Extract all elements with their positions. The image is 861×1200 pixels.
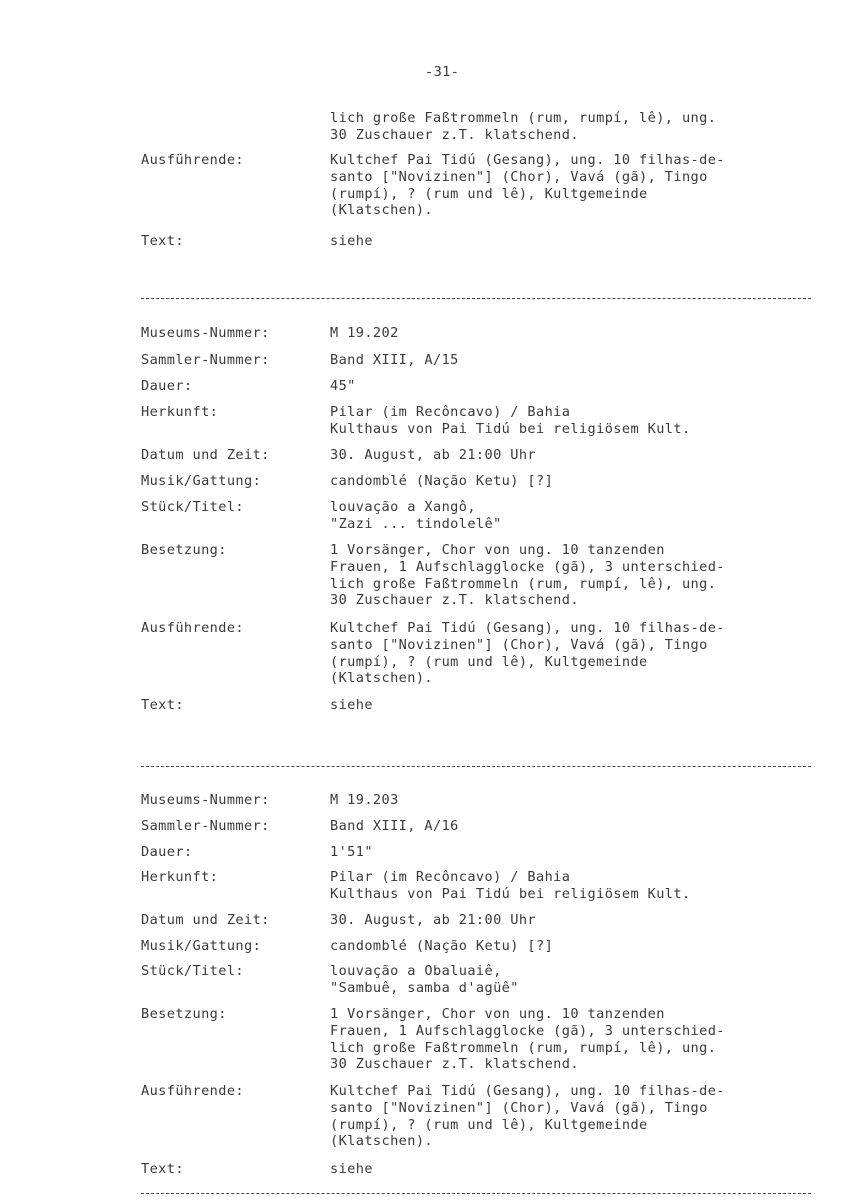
museum-number-value: M 19.203 xyxy=(330,792,399,808)
museum-number-label: Museums-Nummer: xyxy=(141,792,270,808)
sammler-number-label: Sammler-Nummer: xyxy=(141,352,270,368)
separator-line xyxy=(141,298,811,299)
datum-value: 30. August, ab 21:00 Uhr xyxy=(330,912,537,928)
ausfuehrende-value: Kultchef Pai Tidú (Gesang), ung. 10 filhas-de- santo ["Novizinen"] (Chor), Vavá (gã), Tingo (rumpí), ? (rum und lê), Kultgemeinde (Klatschen). xyxy=(330,152,725,219)
gattung-value: candomblé (Nação Ketu) [?] xyxy=(330,938,554,954)
text-value: siehe xyxy=(330,1161,373,1177)
separator-line xyxy=(141,1193,811,1194)
separator-line xyxy=(141,766,811,767)
herkunft-value: Pilar (im Recôncavo) / Bahia Kulthaus von Pai Tidú bei religiösem Kult. xyxy=(330,869,691,902)
besetzung-label: Besetzung: xyxy=(141,1006,227,1022)
titel-value: louvação a Obaluaiê, "Sambuê, samba d'agüê" xyxy=(330,963,519,996)
museum-number-value: M 19.202 xyxy=(330,325,399,341)
dauer-value: 1'51" xyxy=(330,844,373,860)
ausfuehrende-label: Ausführende: xyxy=(141,1083,245,1099)
dauer-label: Dauer: xyxy=(141,844,193,860)
datum-label: Datum und Zeit: xyxy=(141,447,270,463)
dauer-label: Dauer: xyxy=(141,378,193,394)
titel-label: Stück/Titel: xyxy=(141,499,245,515)
gattung-value: candomblé (Nação Ketu) [?] xyxy=(330,473,554,489)
dauer-value: 45" xyxy=(330,378,356,394)
datum-value: 30. August, ab 21:00 Uhr xyxy=(330,447,537,463)
herkunft-label: Herkunft: xyxy=(141,404,219,420)
gattung-label: Musik/Gattung: xyxy=(141,473,262,489)
besetzung-label: Besetzung: xyxy=(141,542,227,558)
herkunft-label: Herkunft: xyxy=(141,869,219,885)
sammler-number-label: Sammler-Nummer: xyxy=(141,818,270,834)
besetzung-value: 1 Vorsänger, Chor von ung. 10 tanzenden Frauen, 1 Aufschlagglocke (gã), 3 unterschied- lich große Faßtrommeln (rum, rumpí, lê), ung. 30 Zuschauer z.T. klatschend. xyxy=(330,542,725,609)
sammler-number-value: Band XIII, A/15 xyxy=(330,352,459,368)
ausfuehrende-value: Kultchef Pai Tidú (Gesang), ung. 10 filhas-de- santo ["Novizinen"] (Chor), Vavá (gã), Tingo (rumpí), ? (rum und lê), Kultgemeinde (Klatschen). xyxy=(330,1083,725,1150)
text-label: Text: xyxy=(141,1161,184,1177)
sammler-number-value: Band XIII, A/16 xyxy=(330,818,459,834)
text-value: siehe xyxy=(330,233,373,249)
titel-label: Stück/Titel: xyxy=(141,963,245,979)
ausfuehrende-value: Kultchef Pai Tidú (Gesang), ung. 10 filhas-de- santo ["Novizinen"] (Chor), Vavá (gã), Tingo (rumpí), ? (rum und lê), Kultgemeinde (Klatschen). xyxy=(330,620,725,687)
datum-label: Datum und Zeit: xyxy=(141,912,270,928)
besetzung-continuation: lich große Faßtrommeln (rum, rumpí, lê), ung. 30 Zuschauer z.T. klatschend. xyxy=(330,110,717,143)
page-number: -31- xyxy=(425,64,460,80)
text-value: siehe xyxy=(330,697,373,713)
ausfuehrende-label: Ausführende: xyxy=(141,620,245,636)
herkunft-value: Pilar (im Recôncavo) / Bahia Kulthaus von Pai Tidú bei religiösem Kult. xyxy=(330,404,691,437)
gattung-label: Musik/Gattung: xyxy=(141,938,262,954)
text-label: Text: xyxy=(141,697,184,713)
titel-value: louvação a Xangô, "Zazi ... tindolelê" xyxy=(330,499,502,532)
besetzung-value: 1 Vorsänger, Chor von ung. 10 tanzenden Frauen, 1 Aufschlagglocke (gã), 3 unterschied- lich große Faßtrommeln (rum, rumpí, lê), ung. 30 Zuschauer z.T. klatschend. xyxy=(330,1006,725,1073)
museum-number-label: Museums-Nummer: xyxy=(141,325,270,341)
ausfuehrende-label: Ausführende: xyxy=(141,152,245,168)
text-label: Text: xyxy=(141,233,184,249)
